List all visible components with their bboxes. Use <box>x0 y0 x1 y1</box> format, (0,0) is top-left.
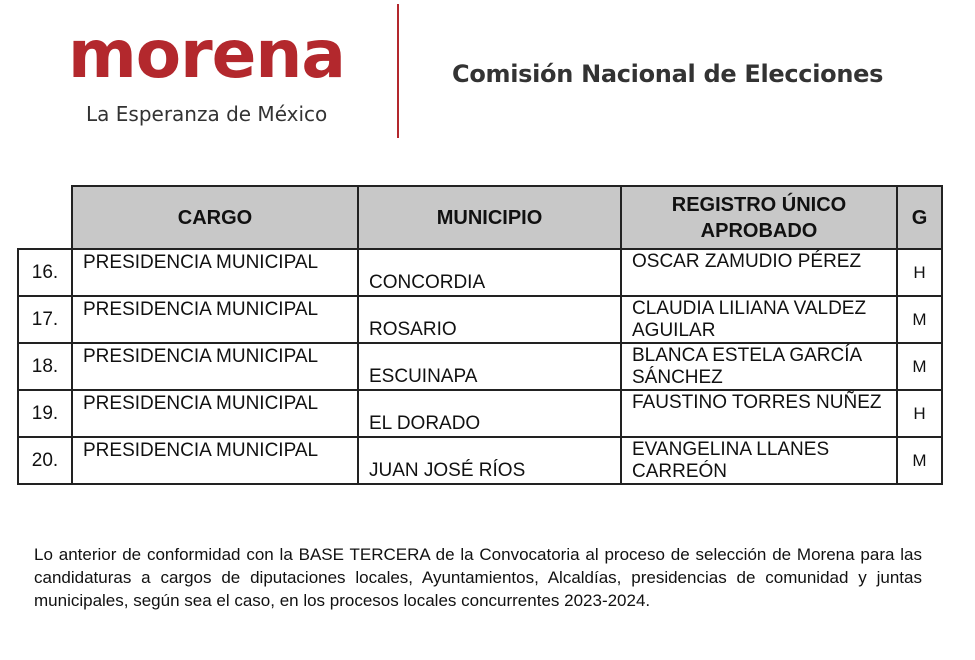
column-header-registro-line1: REGISTRO ÚNICO <box>671 193 847 216</box>
row-nombre: BLANCA ESTELA GARCÍA SÁNCHEZ <box>621 343 897 390</box>
row-nombre: EVANGELINA LLANES CARREÓN <box>621 437 897 484</box>
table-row <box>18 390 942 437</box>
row-number: 18. <box>18 343 72 390</box>
row-cargo: PRESIDENCIA MUNICIPAL <box>72 343 358 390</box>
column-header-cargo: CARGO <box>72 186 358 249</box>
header-divider <box>397 4 399 138</box>
row-genero: M <box>897 296 942 343</box>
logo-tagline: La Esperanza de México <box>86 102 328 126</box>
table-row <box>18 249 942 296</box>
table-row <box>18 296 942 343</box>
footnote-text: Lo anterior de conformidad con la BASE TERCERA de la Convocatoria al proceso de selección de Morena para las candidaturas a cargos de diputaciones locales, Ayuntamientos, Alcaldías, presidencias de comunidad y juntas municipales, según sea el caso, en los procesos locales concurrentes 2023-2024. <box>34 545 922 610</box>
row-municipio: JUAN JOSÉ RÍOS <box>358 437 621 484</box>
row-number: 17. <box>18 296 72 343</box>
column-header-registro-line2: APROBADO <box>700 219 818 242</box>
column-header-registro <box>621 186 897 249</box>
row-genero: M <box>897 343 942 390</box>
row-number: 16. <box>18 249 72 296</box>
org-title: Comisión Nacional de Elecciones <box>452 60 884 88</box>
results-table <box>17 185 943 485</box>
logo-wordmark: morena <box>68 16 345 93</box>
table-header-row <box>18 186 942 249</box>
header-blank-cell <box>18 186 72 249</box>
row-municipio: ROSARIO <box>358 296 621 343</box>
table-row <box>18 437 942 484</box>
row-number: 19. <box>18 390 72 437</box>
row-cargo: PRESIDENCIA MUNICIPAL <box>72 437 358 484</box>
row-municipio: ESCUINAPA <box>358 343 621 390</box>
row-cargo: PRESIDENCIA MUNICIPAL <box>72 249 358 296</box>
table-row <box>18 343 942 390</box>
row-number: 20. <box>18 437 72 484</box>
row-genero: H <box>897 249 942 296</box>
row-cargo: PRESIDENCIA MUNICIPAL <box>72 390 358 437</box>
row-genero: M <box>897 437 942 484</box>
row-municipio: EL DORADO <box>358 390 621 437</box>
row-nombre: OSCAR ZAMUDIO PÉREZ <box>621 249 897 296</box>
row-nombre: FAUSTINO TORRES NUÑEZ <box>621 390 897 437</box>
row-genero: H <box>897 390 942 437</box>
column-header-municipio: MUNICIPIO <box>358 186 621 249</box>
row-cargo: PRESIDENCIA MUNICIPAL <box>72 296 358 343</box>
row-nombre: CLAUDIA LILIANA VALDEZ AGUILAR <box>621 296 897 343</box>
row-municipio: CONCORDIA <box>358 249 621 296</box>
column-header-genero: G <box>897 186 942 249</box>
